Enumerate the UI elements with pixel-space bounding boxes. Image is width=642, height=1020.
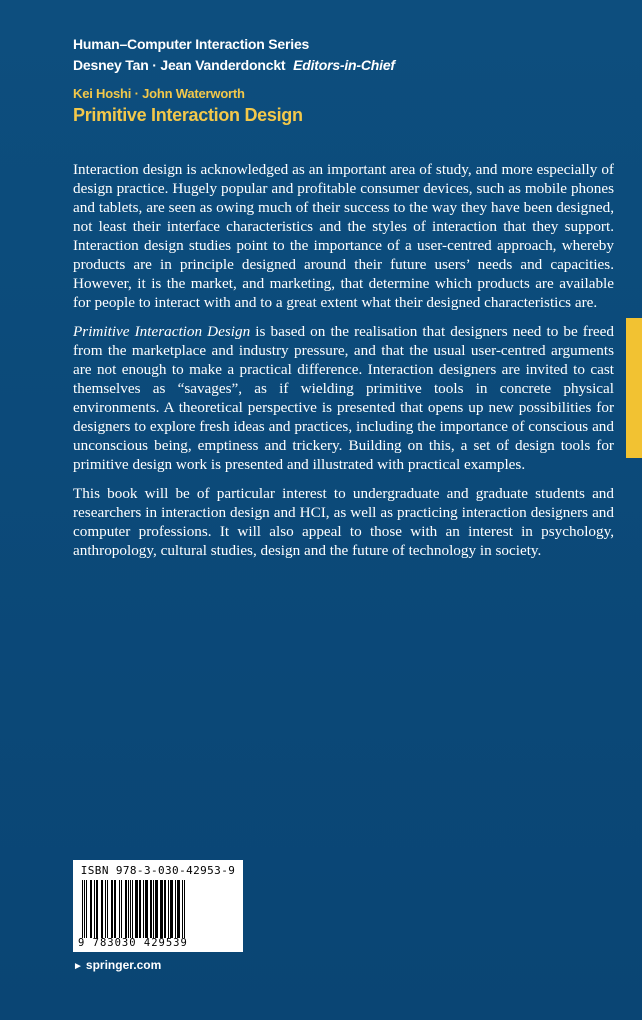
barcode-label	[73, 860, 243, 952]
barcode-digits: 9 783030 429539	[78, 937, 188, 949]
description-paragraph-2-text: is based on the realisation that designers need to be freed from the marketplace and industry pressure, and that the usual user-centred arguments are not enough to make a practical difference. Interaction designers are invited to cast themselves as “savages”, as if wielding primitive tools in concrete physical environments. A theoretical perspective is presented that opens up new possibilities for designers to explore fresh ideas and practices, including the importance of conscious and unconscious being, emptiness and trickery. Building on this, a set of design tools for primitive design work is presented and illustrated with practical examples.	[73, 323, 614, 473]
spine-color-tab	[626, 318, 642, 458]
publisher-website: springer.com	[85, 958, 162, 972]
series-editors	[73, 57, 395, 73]
book-authors: Kei Hoshi · John Waterworth	[73, 86, 245, 101]
description-paragraph-2	[73, 322, 614, 474]
description-paragraph-3: This book will be of particular interest to undergraduate and graduate students and researchers in interaction design and HCI, as well as practicing interaction designers and computer professions. It will also appeal to those with an interest in psychology, anthropology, cultural studies, design and the future of technology in society.	[73, 485, 614, 559]
book-description	[73, 160, 614, 570]
book-title: Primitive Interaction Design	[73, 105, 303, 125]
series-name: Human–Computer Interaction Series	[73, 36, 310, 52]
arrow-right-icon: ►	[73, 961, 83, 972]
barcode-icon	[78, 880, 238, 938]
editors-role: Editors-in-Chief	[293, 57, 395, 73]
editors-names: Desney Tan · Jean Vanderdonckt	[73, 57, 286, 73]
description-title-italic: Primitive Interaction Design	[73, 323, 251, 340]
publisher-link[interactable]	[73, 958, 161, 972]
isbn-text: ISBN 978-3-030-42953-9	[80, 864, 236, 877]
description-paragraph-1: Interaction design is acknowledged as an important area of study, and more especially of design practice. Hugely popular and profitable consumer devices, such as mobile phones and tablets, are seen as owing much of their success to the way they have been designed, not least their interface characteristics and the styles of interaction that they support. Interaction design studies point to the importance of a user-centred approach, whereby products are in principle designed around their future users’ needs and capacities. However, it is the market, and marketing, that determine which products are available for people to interact with and to a great extent what their designed characteristics are.	[73, 161, 614, 311]
